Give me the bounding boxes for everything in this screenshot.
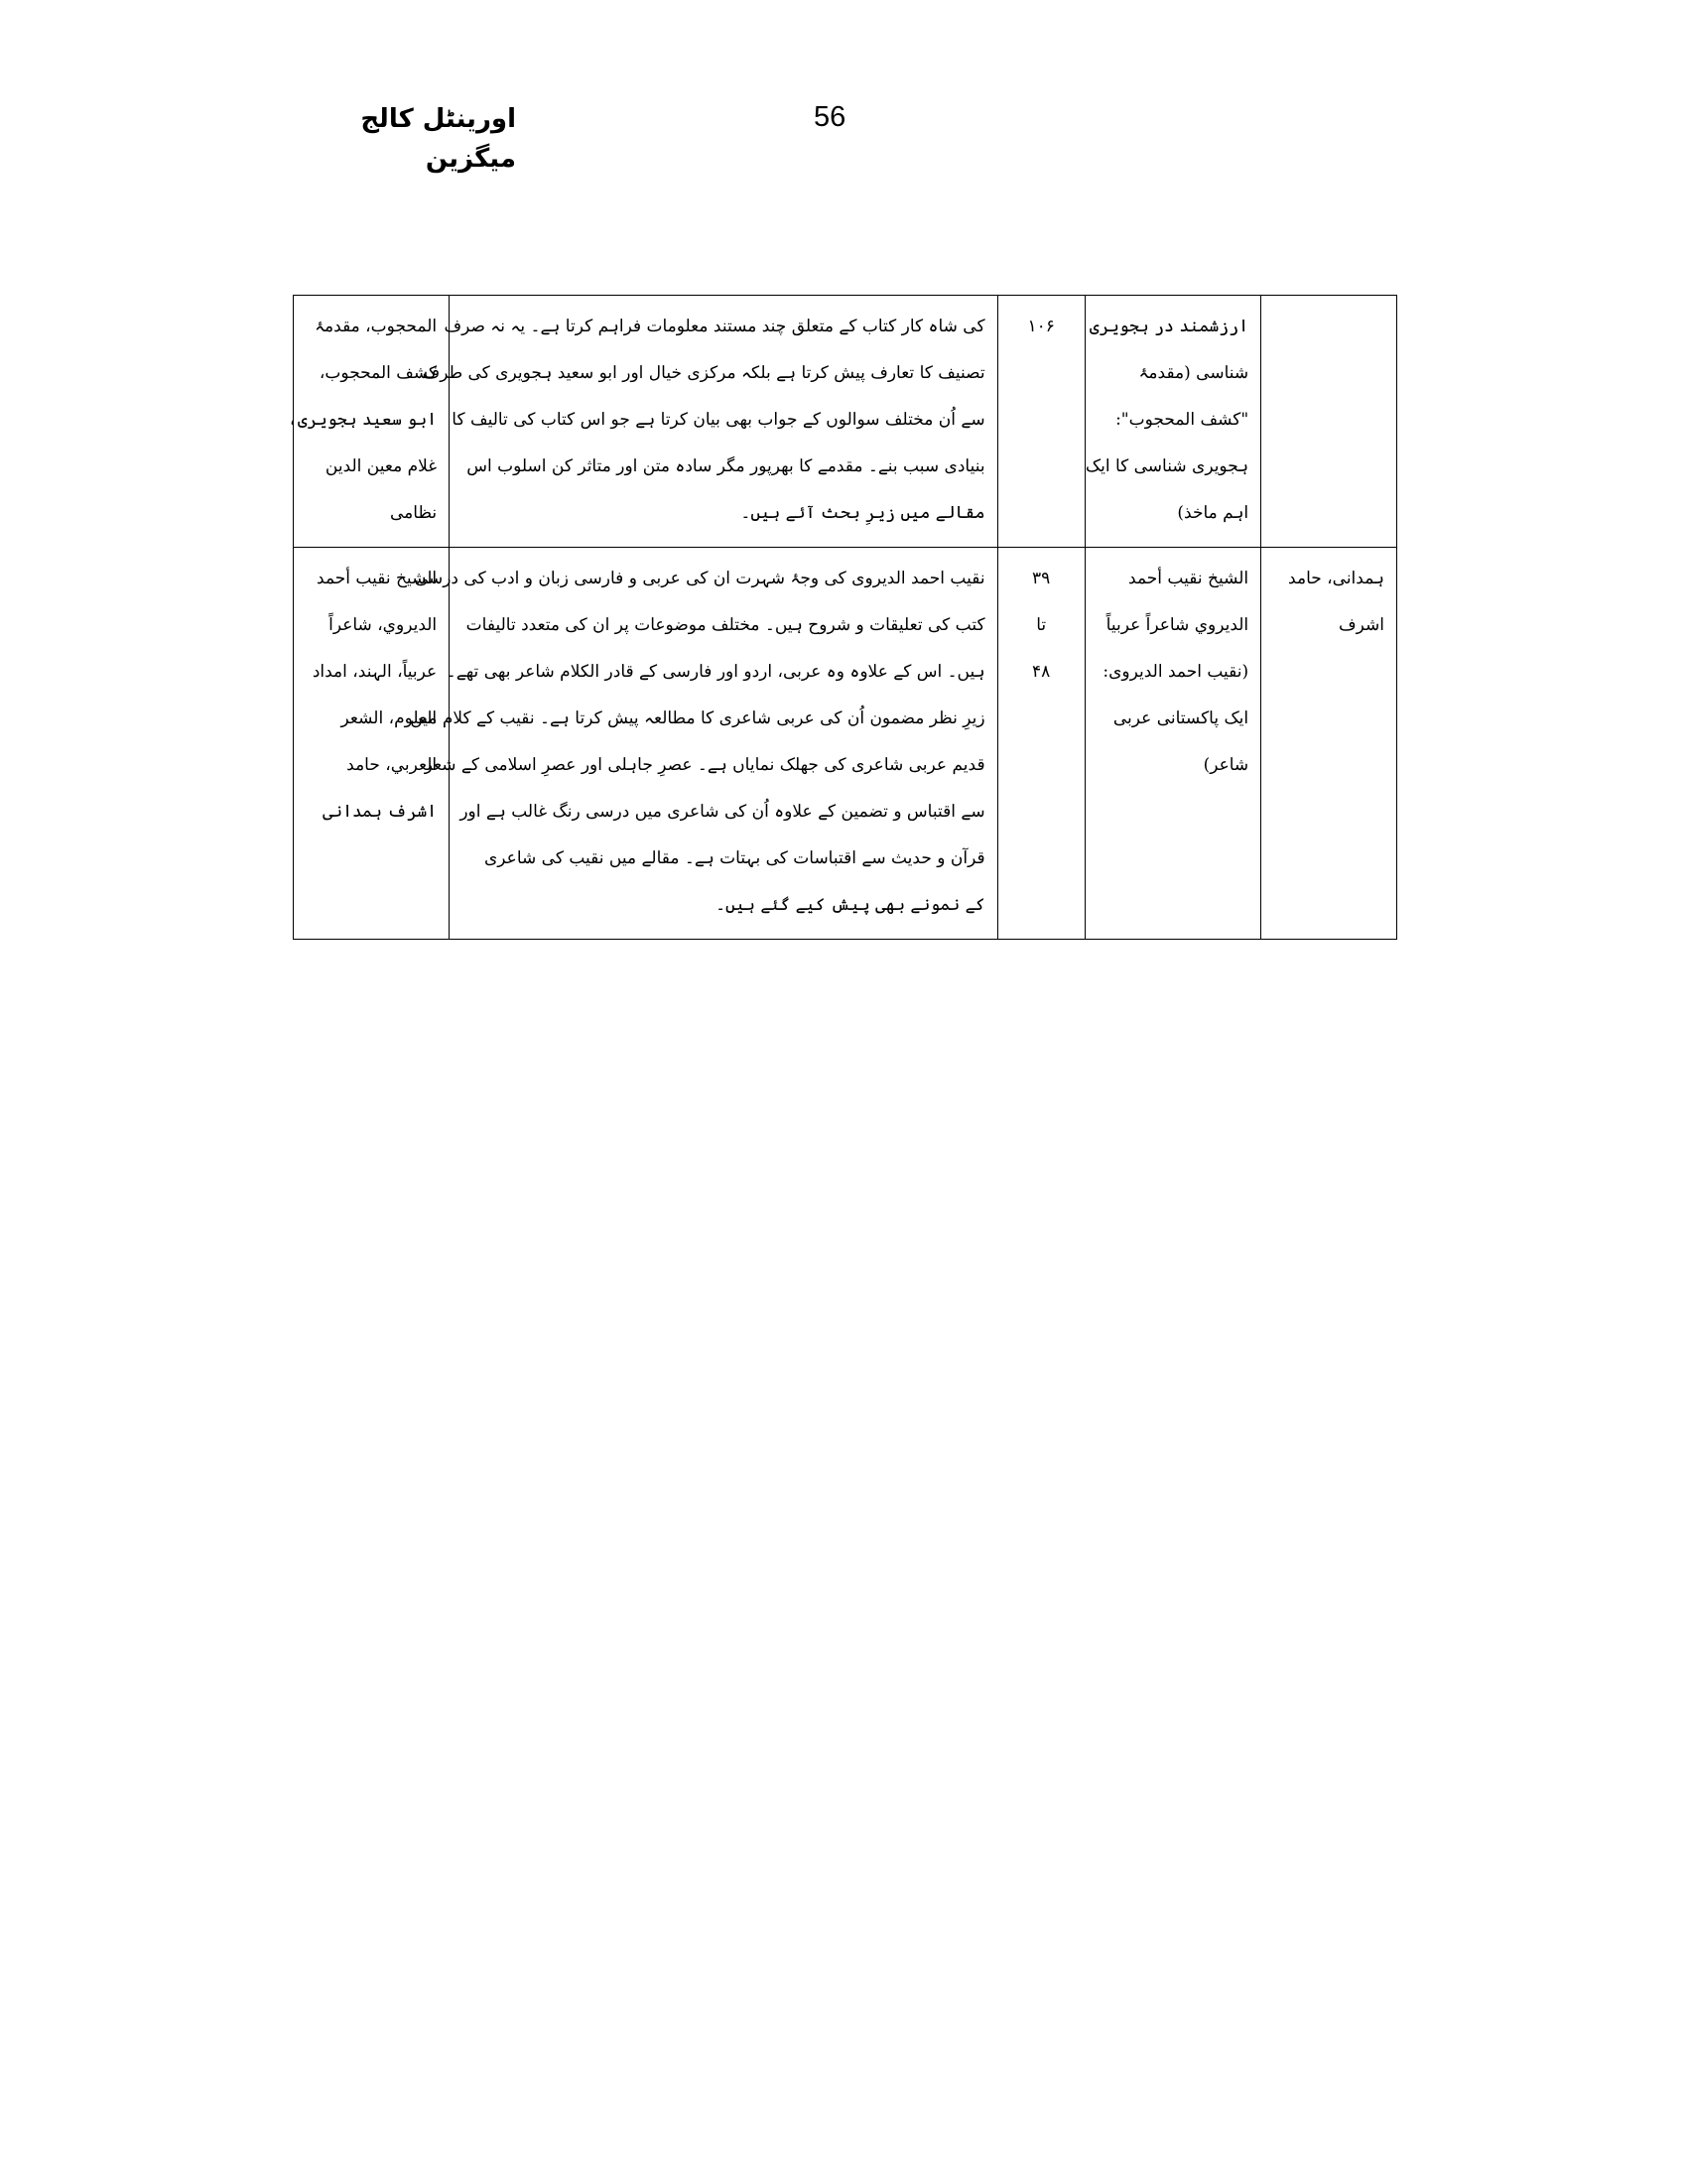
summary-line: مقالے میں زیرِ بحث آئے ہیں۔ — [740, 503, 985, 523]
summary-cell — [422, 296, 997, 548]
keywords-line: اشرف ہمدانی — [323, 802, 438, 822]
keywords-line: الدیروي، شاعراً — [328, 615, 438, 635]
author-line: ہمدانی، حامد — [1288, 569, 1384, 588]
title-cell — [1085, 296, 1260, 548]
journal-title: اورینٹل کالج میگزین — [360, 104, 516, 174]
keywords-line: کشف المحجوب، — [319, 363, 438, 383]
keywords-cell — [287, 296, 450, 548]
article-index-table — [287, 295, 1397, 940]
keywords-line: العلوم، الشعر — [340, 708, 438, 728]
summary-line: ہیں۔ اس کے علاوہ وہ عربی، اردو اور فارسی کے قادر الکلام شاعر بھی تھے۔ — [446, 662, 985, 682]
summary-line: سے اُن مختلف سوالوں کے جواب بھی بیان کرتا ہے جو اس کتاب کی تالیف کا — [452, 410, 985, 430]
title-line: ایک پاکستانی عربی — [1112, 708, 1249, 728]
page-to: تا — [1036, 615, 1047, 635]
table-row — [294, 548, 1397, 940]
summary-line: بنیادی سبب بنے۔ مقدمے کا بھرپور مگر سادہ متن اور متاثر کن اسلوب اس — [466, 456, 985, 476]
keywords-line: العربي، حامد — [346, 755, 438, 775]
page-end: ۴۸ — [1032, 662, 1051, 682]
title-line: ارزشمند در ہجویری — [1089, 317, 1249, 336]
author-line: اشرف — [1339, 615, 1384, 635]
title-line: شاعر) — [1203, 755, 1249, 775]
keywords-cell — [294, 548, 450, 940]
keywords-line: المحجوب، مقدمۂ — [315, 317, 438, 336]
author-cell — [1261, 548, 1397, 940]
page-start: ۳۹ — [1032, 569, 1051, 588]
summary-line: کے نمونے بھی پیش کیے گئے ہیں۔ — [715, 895, 985, 915]
title-line: الشیخ نقیب أحمد — [1128, 569, 1249, 588]
summary-cell — [410, 548, 997, 940]
keywords-line: غلام معین الدین — [325, 456, 438, 476]
summary-line: زیرِ نظر مضمون اُن کی عربی شاعری کا مطالعہ پیش کرتا ہے۔ نقیب کے کلام میں — [410, 708, 985, 728]
title-line: شناسی (مقدمۂ — [1138, 363, 1249, 383]
title-cell — [1085, 548, 1260, 940]
summary-line: قرآن و حدیث سے اقتباسات کی بہتات ہے۔ مقالے میں نقیب کی شاعری — [484, 848, 985, 868]
title-line: (نقیب احمد الدیروی: — [1103, 662, 1249, 682]
title-line: ہجویری شناسی کا ایک — [1085, 456, 1249, 476]
page-number: 56 — [814, 101, 846, 133]
pages-cell — [997, 296, 1085, 548]
title-line: "کشف المحجوب": — [1115, 410, 1249, 430]
summary-line: تصنیف کا تعارف پیش کرتا ہے بلکہ مرکزی خیال اور ابو سعید ہجویری کی طرف — [422, 363, 985, 383]
author-cell — [1261, 296, 1397, 548]
summary-line: کتب کی تعلیقات و شروح ہیں۔ مختلف موضوعات پر ان کی متعدد تالیفات — [465, 615, 985, 635]
summary-line: کی شاہ کار کتاب کے متعلق چند مستند معلومات فراہم کرتا ہے۔ یہ نہ صرف — [444, 317, 985, 336]
summary-line: سے اقتباس و تضمین کے علاوہ اُن کی شاعری میں درسی رنگ غالب ہے اور — [459, 802, 985, 822]
keywords-line: عربیاً، الہند، امداد — [312, 662, 438, 682]
keywords-line: ابو سعید ہجویری، — [287, 410, 438, 430]
page-range: ۱۰۶ — [1027, 317, 1055, 336]
summary-line: قدیم عربی شاعری کی جھلک نمایاں ہے۔ عصرِ جاہلی اور عصرِ اسلامی کے شعر — [424, 755, 985, 775]
title-line: اہم ماخذ) — [1177, 503, 1249, 523]
pages-cell — [997, 548, 1085, 940]
keywords-line: الشیخ نقیب أحمد — [317, 569, 438, 588]
title-line: الدیروي شاعراً عربیاً — [1105, 615, 1249, 635]
keywords-line: نظامی — [390, 503, 438, 523]
table-row — [294, 296, 1397, 548]
summary-line: نقیب احمد الدیروی کی وجۂ شہرت ان کی عربی و فارسی زبان و ادب کی درسی — [414, 569, 985, 588]
